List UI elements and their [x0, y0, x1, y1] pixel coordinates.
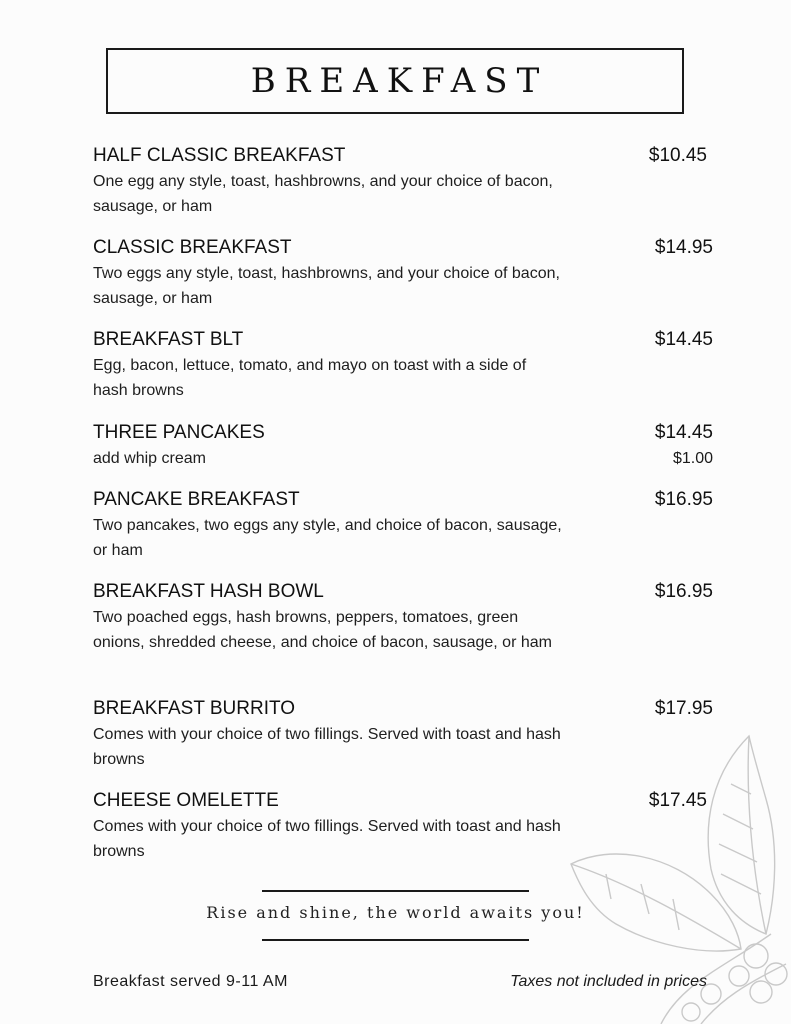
page-title: BREAKFAST: [250, 61, 549, 101]
menu-item: [93, 328, 713, 403]
item-price: $10.45: [648, 145, 707, 166]
service-hours: Breakfast served 9-11 AM: [93, 973, 288, 990]
item-description: add whip cream: [93, 450, 206, 467]
item-description: Comes with your choice of two fillings. Served with toast and hash browns: [93, 726, 561, 768]
menu-item: [93, 697, 713, 772]
divider: [262, 939, 529, 941]
item-price: $17.95: [654, 698, 713, 719]
item-description: One egg any style, toast, hashbrowns, and your choice of bacon, sausage, or ham: [93, 173, 553, 215]
item-price: $14.45: [654, 329, 713, 350]
item-description: Two pancakes, two eggs any style, and choice of bacon, sausage, or ham: [93, 517, 562, 559]
item-name: HALF CLASSIC BREAKFAST: [93, 145, 346, 166]
item-name: PANCAKE BREAKFAST: [93, 489, 300, 510]
item-price: $16.95: [654, 581, 713, 602]
addon-price: $1.00: [672, 450, 713, 467]
item-name: BREAKFAST BLT: [93, 329, 244, 350]
item-name: CLASSIC BREAKFAST: [93, 237, 292, 258]
item-description: Two eggs any style, toast, hashbrowns, and your choice of bacon, sausage, or ham: [93, 265, 560, 307]
item-name: BREAKFAST HASH BOWL: [93, 581, 324, 602]
divider: [262, 890, 529, 892]
tagline: Rise and shine, the world awaits you!: [206, 903, 585, 922]
item-name: THREE PANCAKES: [93, 422, 265, 443]
title-box: [106, 48, 684, 114]
menu-item: [93, 421, 713, 471]
item-price: $17.45: [648, 790, 707, 811]
item-name: BREAKFAST BURRITO: [93, 698, 296, 719]
item-description: Comes with your choice of two fillings. Served with toast and hash browns: [93, 818, 561, 860]
menu-item: [93, 789, 713, 864]
menu-item: [93, 236, 713, 311]
menu-item: [93, 488, 713, 563]
item-price: $16.95: [654, 489, 713, 510]
item-name: CHEESE OMELETTE: [93, 790, 279, 811]
menu-item: [93, 580, 713, 655]
tax-note: Taxes not included in prices: [510, 973, 707, 990]
menu-item: [93, 144, 713, 219]
item-description: Two poached eggs, hash browns, peppers, tomatoes, green onions, shredded cheese, and choice of bacon, sausage, or ham: [93, 609, 552, 651]
item-description: Egg, bacon, lettuce, tomato, and mayo on toast with a side of hash browns: [93, 357, 527, 399]
item-price: $14.45: [654, 422, 713, 443]
item-price: $14.95: [654, 237, 713, 258]
